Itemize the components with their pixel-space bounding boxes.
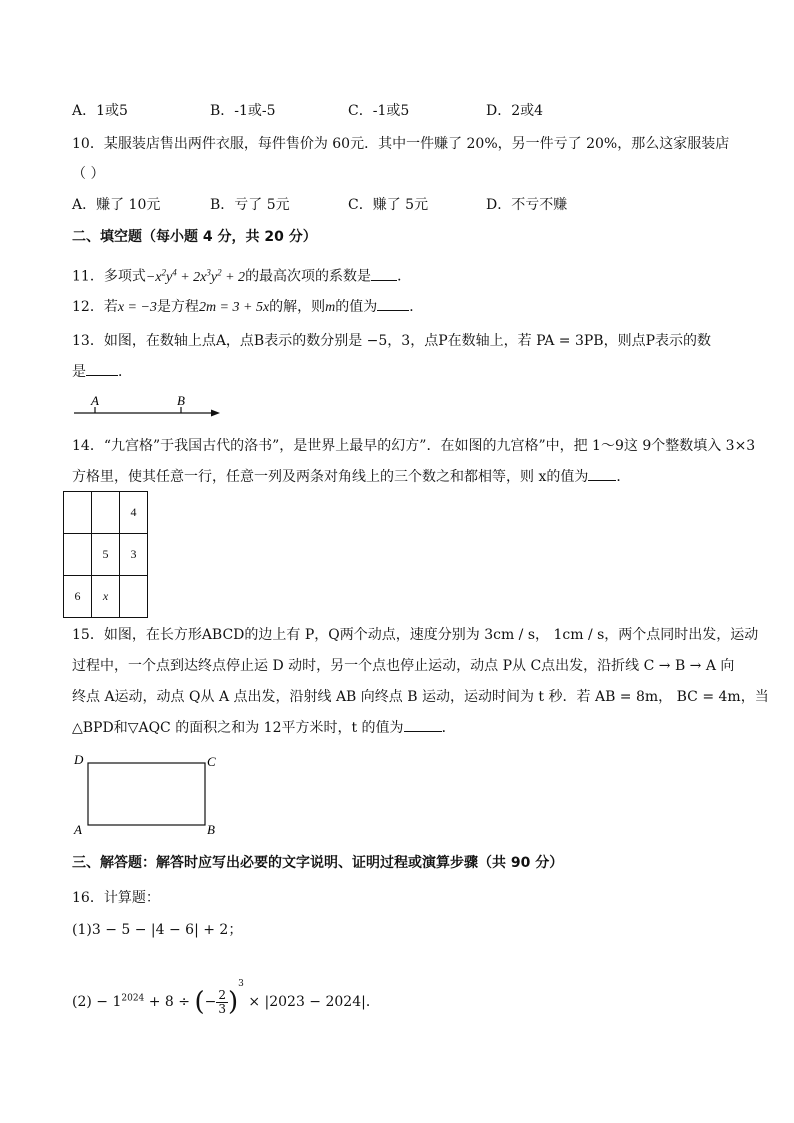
q14-answer-blank[interactable] xyxy=(588,468,616,481)
q16-p2-frac-den: 3 xyxy=(218,1001,226,1016)
q16-p2-mid: + 8 ÷ xyxy=(144,994,195,1010)
q12-pre: 12．若 xyxy=(72,299,118,315)
q9-option-a: A．1或5 xyxy=(72,103,128,119)
vertex-c: C xyxy=(207,754,216,769)
q14-line1: 14．“九宫格”于我国古代的洛书”，是世界上最早的幻方”．在如图的九宫格”中，把 1～9这 9个整数填入 3×3 xyxy=(72,438,756,454)
label-b: B xyxy=(177,393,185,408)
q14-line2-text: 方格里，使其任意一行，任意一列及两条对角线上的三个数之和都相等，则 x的值为 xyxy=(72,469,589,485)
q14-line2: 方格里，使其任意一行，任意一列及两条对角线上的三个数之和都相等，则 x的值为 ． xyxy=(72,469,631,485)
q16-p2-pre: (2) − 1 xyxy=(72,994,122,1010)
q16-p2-exponent: 2024 xyxy=(121,993,145,1004)
q15-line4-text: △BPD和▽AQC 的面积之和为 12平方米时，t 的值为 xyxy=(72,720,404,736)
vertex-b: B xyxy=(207,822,215,837)
grid-cell xyxy=(64,534,92,576)
q11-pre: 11．多项式 xyxy=(72,268,146,285)
q12-eq2: 2m = 3 + 5x xyxy=(198,300,270,315)
q10-paren: （ ） xyxy=(72,166,105,182)
q15-line2: 过程中，一个点到达终点停止运 D 动时，另一个点也停止运动，动点 P从 C点出发，沿折线 C → B → A 向 xyxy=(72,658,735,674)
vertex-a: A xyxy=(74,822,82,837)
grid-cell: 4 xyxy=(120,492,148,534)
grid-cell: 5 xyxy=(92,534,120,576)
q10-option-c: C．赚了 5元 xyxy=(348,197,429,213)
grid-row xyxy=(64,534,148,576)
vertex-d: D xyxy=(74,752,84,767)
q12-mid2: 的解，则 xyxy=(269,299,326,315)
q12-var: m xyxy=(325,300,336,315)
q11-post: 的最高次项的系数是 xyxy=(245,268,372,285)
q13-number-line xyxy=(74,393,220,417)
q10-stem: 10．某服装店售出两件衣服，每件售价为 60元．其中一件赚了 20%，另一件亏了 20%，那么这家服装店 xyxy=(72,136,730,152)
q16-p2-frac-num: 2 xyxy=(218,987,226,1002)
q11-line: 11．多项式$-x^2y^4 + 2x^3y^2 + 2$的最高次项的系数是 ． xyxy=(72,267,412,285)
q12-mid: 是方程 xyxy=(156,299,199,315)
q16-title: 16．计算题： xyxy=(72,890,160,906)
q15-line1: 15．如图，在长方形ABCD的边上有 P，Q两个动点，速度分别为 3cm / s， 1cm / s，两个点同时出发，运动 xyxy=(72,627,759,643)
grid-cell: 6 xyxy=(64,576,92,618)
grid-cell xyxy=(92,492,120,534)
nine-square-grid xyxy=(63,491,148,618)
grid-cell xyxy=(64,492,92,534)
q13-line1: 13．如图，在数轴上点A，点B表示的数分别是 −5，3，点P在数轴上，若 PA = 3PB，则点P表示的数 xyxy=(72,333,711,349)
q12-eq1: x = −3 xyxy=(117,300,157,315)
q16-p2-post: × |2023 − 2024|． xyxy=(243,994,380,1010)
grid-cell: x xyxy=(92,576,120,618)
q13-line2-text: 是 xyxy=(72,364,86,380)
grid-row xyxy=(64,576,148,618)
rectangle-abcd xyxy=(88,763,205,825)
q16-part1: (1)3 − 5 − |4 − 6| + 2； xyxy=(72,922,243,938)
q12-post: 的值为 xyxy=(335,299,378,315)
q15-line3: 终点 A运动，动点 Q从 A 点出发，沿射线 AB 向终点 B 运动，运动时间为 t 秒．若 AB = 8m， BC = 4m，当 xyxy=(72,689,769,705)
q9-option-b: B．-1或-5 xyxy=(210,103,276,119)
q10-option-b: B．亏了 5元 xyxy=(210,197,290,213)
section-3-heading: 三、解答题：解答时应写出必要的文字说明、证明过程或演算步骤（共 90 分） xyxy=(72,855,564,871)
number-line-arrow-icon xyxy=(211,410,220,417)
label-a: A xyxy=(91,393,99,408)
q15-line4: △BPD和▽AQC 的面积之和为 12平方米时，t 的值为 ． xyxy=(72,720,456,736)
grid-row xyxy=(64,492,148,534)
q15-rectangle-figure xyxy=(73,752,216,837)
q10-option-d: D．不亏不赚 xyxy=(486,197,568,213)
q16-p2-power: 3 xyxy=(238,979,244,989)
grid-cell xyxy=(120,576,148,618)
grid-cell: 3 xyxy=(120,534,148,576)
q11-polynomial: $-x^2y^4 + 2x^3y^2 + 2$ xyxy=(145,267,246,285)
q13-line2: 是 ． xyxy=(72,364,132,380)
q12-line: 12．若x = −3是方程2m = 3 + 5x的解，则m的值为 ． xyxy=(72,299,424,315)
section-2-heading: 二、填空题（每小题 4 分，共 20 分） xyxy=(72,229,317,245)
q16-part2: $(2) - 1^{2024} + 8$ ÷ (− $\frac{2}{3}$ )$^3$ × |2023 − 2024|． xyxy=(72,979,380,1017)
q9-option-c: C．-1或5 xyxy=(348,103,410,119)
q10-option-a: A．赚了 10元 xyxy=(72,197,161,213)
q9-option-d: D．2或4 xyxy=(486,103,544,119)
q15-answer-blank[interactable] xyxy=(404,719,442,732)
